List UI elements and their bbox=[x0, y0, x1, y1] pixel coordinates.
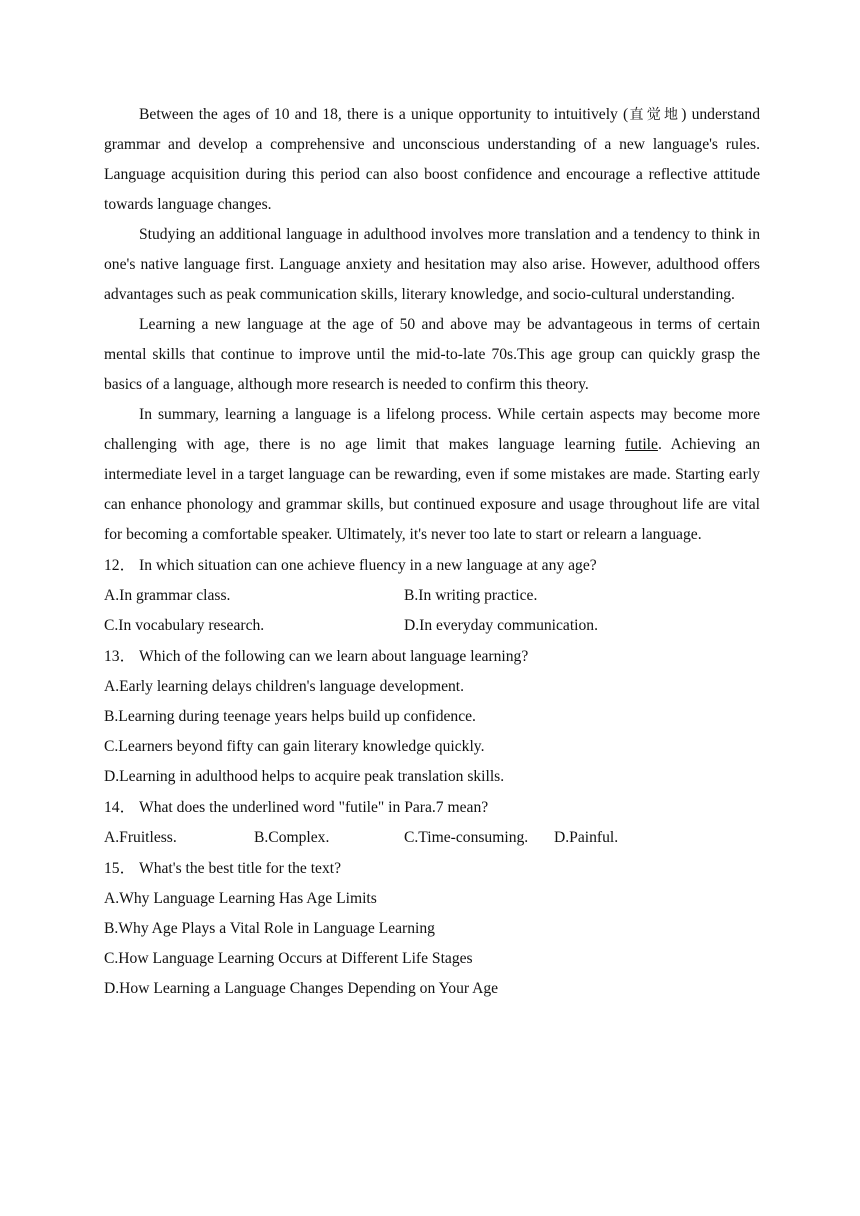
question-text: In which situation can one achieve fluency in a new language at any age? bbox=[139, 557, 597, 574]
question-text: Which of the following can we learn about language learning? bbox=[139, 648, 529, 665]
option-c: C.Time-consuming. bbox=[404, 829, 529, 846]
document-page bbox=[104, 100, 760, 1004]
question-13 bbox=[104, 642, 760, 672]
option-d: D.How Learning a Language Changes Depending on Your Age bbox=[104, 980, 499, 997]
option-b: B.Why Age Plays a Vital Role in Language Learning bbox=[104, 920, 435, 937]
option-a: A.Fruitless. bbox=[104, 829, 177, 846]
paragraph-1-text-end: ) understand grammar and develop a comprehensive and unconscious understanding of a new language's rules. Language acquisition during this period can also boost confidence and encourage a reflective attitude towards language changes. bbox=[104, 106, 761, 213]
paragraph-4-text-end: . Achieving an intermediate level in a target language can be rewarding, even if some mistakes are made. Starting early can enhance phonology and grammar skills, but continued exposure and usage throughout life are vital for becoming a comfortable speaker. Ultimately, it's never too late to start or relearn a language. bbox=[104, 436, 761, 543]
chinese-gloss: 直觉地 bbox=[628, 107, 682, 123]
option-d: D.Learning in adulthood helps to acquire peak translation skills. bbox=[104, 768, 505, 785]
option-a: A.Why Language Learning Has Age Limits bbox=[104, 890, 377, 907]
question-12 bbox=[104, 551, 760, 581]
question-number: 13． bbox=[104, 648, 136, 665]
passage-paragraph-2: Studying an additional language in adulthood involves more translation and a tendency to think in one's native language first. Language anxiety and hesitation may also arise. However, adulthood offers advantages such as peak communication skills, literary knowledge, and socio-cultural understanding. bbox=[104, 226, 760, 303]
paragraph-1-text-start: Between the ages of 10 and 18, there is a unique opportunity to intuitively ( bbox=[139, 106, 629, 123]
question-text: What's the best title for the text? bbox=[139, 860, 341, 877]
question-15 bbox=[104, 854, 760, 884]
passage-paragraph-4 bbox=[104, 400, 760, 550]
option-c: C.In vocabulary research. bbox=[104, 617, 265, 634]
paragraph-4-text-start: In summary, learning a language is a lifelong process. While certain aspects may become more challenging with age, there is no age limit that makes language learning bbox=[104, 406, 760, 453]
question-15-options bbox=[104, 884, 760, 1004]
question-14-options bbox=[104, 823, 760, 853]
question-number: 15． bbox=[104, 860, 136, 877]
option-c: C.How Language Learning Occurs at Different Life Stages bbox=[104, 950, 473, 967]
option-d: D.In everyday communication. bbox=[404, 617, 598, 634]
passage-paragraph-3: Learning a new language at the age of 50 and above may be advantageous in terms of certain mental skills that continue to improve until the mid-to-late 70s.This age group can quickly grasp the basics of a language, although more research is needed to confirm this theory. bbox=[104, 316, 760, 393]
option-b: B.Learning during teenage years helps build up confidence. bbox=[104, 708, 476, 725]
passage-paragraph-1 bbox=[104, 100, 760, 220]
question-12-options bbox=[104, 581, 760, 641]
question-13-options bbox=[104, 672, 760, 792]
option-b: B.In writing practice. bbox=[404, 587, 538, 604]
question-number: 14． bbox=[104, 799, 136, 816]
option-a: A.Early learning delays children's language development. bbox=[104, 678, 465, 695]
option-a: A.In grammar class. bbox=[104, 587, 231, 604]
option-d: D.Painful. bbox=[554, 829, 619, 846]
option-b: B.Complex. bbox=[254, 829, 330, 846]
option-c: C.Learners beyond fifty can gain literary knowledge quickly. bbox=[104, 738, 485, 755]
underlined-word: futile bbox=[625, 436, 658, 453]
question-text: What does the underlined word "futile" in Para.7 mean? bbox=[139, 799, 489, 816]
question-14 bbox=[104, 793, 760, 823]
question-number: 12． bbox=[104, 557, 136, 574]
